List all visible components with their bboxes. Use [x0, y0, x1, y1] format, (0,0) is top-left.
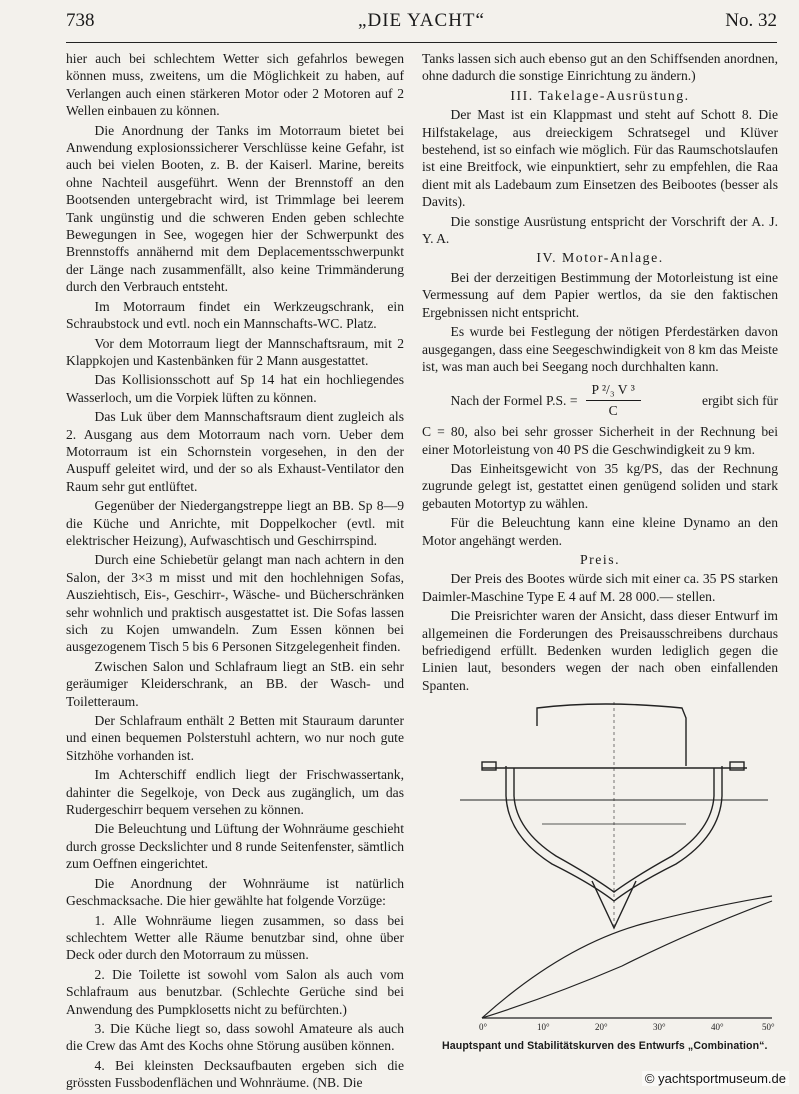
paragraph: hier auch bei schlechtem Wetter sich gefahrlos bewegen können muss, zweitens, um die Möglichkeit zu haben, auf Verlangen auch einen stärkeren Motor oder 2 Motoren auf 2 Wellen einbauen zu können.	[66, 51, 404, 119]
paragraph: Das Kollisionsschott auf Sp 14 hat ein hochliegendes Wasserloch, um die Vorpiek lüften zu können.	[66, 372, 404, 405]
stability-curve-upper	[482, 896, 772, 1018]
stability-tick: 20°	[595, 1022, 608, 1032]
paragraph: Das Einheitsgewicht von 35 kg/PS, das der Rechnung zugrunde gelegt ist, gestattet einen genügend soliden und stark gebauten Motortyp zu wählen.	[422, 460, 778, 511]
section-heading-preis: Preis.	[579, 551, 621, 567]
paragraph: Gegenüber der Niedergangstreppe liegt an BB. Sp 8—9 die Küche und Anrichte, mit Doppelkocher (evtl. mit elektrischer Heizung), Aufwaschtisch und Geschirrspind.	[66, 498, 404, 548]
paragraph: C = 80, also bei sehr grosser Sicherheit in der Rechnung bei einer Motorleistung von 40 PS die Geschwindigkeit zu 9 km.	[422, 424, 778, 457]
paragraph: Für die Beleuchtung kann eine kleine Dynamo an den Motor angehängt werden.	[422, 515, 778, 548]
gunwale-starboard	[730, 762, 744, 770]
paragraph: Das Luk über dem Mannschaftsraum dient zugleich als 2. Ausgang aus dem Motorraum nach vorn. Ueber dem Motorraum ist ein Schornstein vorgesehen, in den der Auspuff geleitet wird, und der so als Exhaust-Ventilator den Raum sehr gut entlüftet.	[66, 409, 404, 494]
stability-tick: 40°	[711, 1022, 724, 1032]
journal-title: „DIE YACHT“	[358, 10, 485, 31]
paragraph: Tanks lassen sich auch ebenso gut an den Schiffsenden anordnen, ohne dadurch die sonstige Einrichtung zu ändern.)	[422, 51, 778, 84]
formula-suffix: ergibt sich für	[701, 392, 778, 408]
stability-tick: 50°	[762, 1022, 775, 1032]
issue-number: No. 32	[725, 10, 777, 31]
paragraph: Im Achterschiff endlich liegt der Frischwassertank, dahinter die Segelkoje, von Deck aus zugänglich, um das Rudergeschirr bequem versehen zu können.	[66, 767, 404, 818]
paragraph: Durch eine Schiebetür gelangt man nach achtern in den Salon, der 3×3 m misst und mit den hochlehnigen Sofas, Ausziehtisch, Eis-, Geschirr-, Wäsche- und Bücherschränken sehr wohnlich und praktisch ausgestattet ist. Die Sofas lassen sich zu Kojen umwandeln. Zum Essen können bei ausgezogenem Tisch 5 bis 6 Personen Sitzgelegenheit finden.	[66, 552, 404, 655]
paragraph: Im Motorraum findet ein Werkzeugschrank, ein Schraubstock und evtl. noch ein Mannschafts-WC. Platz.	[66, 298, 404, 332]
section-heading-takelage: III. Takelage-Ausrüstung.	[510, 87, 690, 103]
paragraph: Zwischen Salon und Schlafraum liegt an StB. ein sehr geräumiger Kleiderschrank, an BB. der Wasch- und Toiletteraum.	[66, 658, 404, 709]
right-column	[422, 50, 778, 696]
section-heading-motor: IV. Motor-Anlage.	[536, 250, 664, 266]
gunwale-port	[482, 762, 496, 770]
formula-prefix: Nach der Formel P.S. =	[450, 392, 578, 408]
figure-caption: Hauptspant und Stabilitätskurven des Entwurfs „Combination“.	[442, 1040, 768, 1052]
stability-tick: 0°	[479, 1022, 488, 1032]
hull-section-figure	[442, 696, 784, 1036]
stability-tick: 10°	[537, 1022, 550, 1032]
stability-tick: 30°	[653, 1022, 666, 1032]
page-number: 738	[66, 10, 95, 31]
paragraph: Die Preisrichter waren der Ansicht, dass dieser Entwurf im allgemeinen die Forderungen des Preisausschreibens durchaus befriedigend erfüllt. Bedenken wurden lediglich gegen die Linien laut, besonders wegen der nach oben einfallenden Spanten.	[422, 608, 778, 693]
paragraph: Vor dem Motorraum liegt der Mannschaftsraum, mit 2 Klappkojen und Kastenbänken für 2 Mann ausgestattet.	[66, 335, 404, 368]
list-item: 3. Die Küche liegt so, dass sowohl Amateure als auch die Crew das Amt des Kochs ohne Störung ausüben können.	[66, 1020, 404, 1054]
paragraph: Die Beleuchtung und Lüftung der Wohnräume geschieht durch grosse Deckslichter und 8 runde Seitenfenster, sämtlich zum Oeffnen eingerichtet.	[66, 821, 404, 872]
paragraph: Es wurde bei Festlegung der nötigen Pferdestärken davon ausgegangen, dass eine Seegeschwindigkeit von 8 km das Meiste ist, was man auch bei Seegang noch durchhalten kann.	[422, 324, 778, 374]
ps-formula	[422, 381, 778, 419]
page-header	[66, 10, 777, 38]
formula-numerator: P ²/₃ V ³	[586, 381, 641, 400]
paragraph: Der Mast ist ein Klappmast und steht auf Schott 8. Die Hilfstakelage, aus dreieckigem Schratsegel und Klüver bestehend, ist so einfach wie möglich. Für das Raumschotslaufen ist eine Breitfock, wie einpunktiert, sehr zu empfehlen, die Raa dient mit als Ladebaum zum Einsetzen des Beibootes (besser als Davits).	[422, 107, 778, 210]
paragraph: Der Preis des Bootes würde sich mit einer ca. 35 PS starken Daimler-Maschine Type E 4 auf M. 28 000.— stellen.	[422, 571, 778, 604]
paragraph: Bei der derzeitigen Bestimmung der Motorleistung ist eine Vermessung auf dem Papier wertlos, da sie den faktischen Ergebnissen nicht entspricht.	[422, 269, 778, 320]
formula-fraction	[586, 381, 641, 419]
list-item: 4. Bei kleinsten Decksaufbauten ergeben sich die grössten Fussbodenflächen und Wohnräume. (NB. Die	[66, 1057, 404, 1091]
paragraph: Die Anordnung der Tanks im Motorraum bietet bei Anwendung explosionssicherer Verschlüsse keine Gefahr, ist auch bei vielen Booten, z. B. der Kaiserl. Marine, bereits ohne Nachteil ausgeführt. Wenn der Brennstoff an den Bootsenden untergebracht wird, ist Trimmlage bei leerem Tank ungünstig und die schweren Enden geben schlechte Bewegungen in See, wogegen hier der Schwerpunkt des Brennstoffs annähernd mit dem Deplacementsschwerpunkt der Länge nach zusammenfällt, also keine Trimmänderung durch den Verbrauch entsteht.	[66, 122, 404, 295]
list-item: 2. Die Toilette ist sowohl vom Salon als auch vom Schlafraum aus benutzbar. (Schlechte Gerüche sind bei Anwendung des Pumpklosetts nicht zu befürchten.)	[66, 966, 404, 1017]
deckhouse-outline	[537, 704, 686, 766]
header-rule	[66, 42, 777, 43]
paragraph: Die sonstige Ausrüstung entspricht der Vorschrift der A. J. Y. A.	[422, 213, 778, 247]
left-column	[66, 50, 404, 1094]
paragraph: Der Schlafraum enthält 2 Betten mit Stauraum darunter und einen bequemen Polsterstuhl achtern, wo nur noch gute Sitzhöhe vorhanden ist.	[66, 713, 404, 763]
stability-curve-lower	[482, 901, 772, 1018]
paragraph: Die Anordnung der Wohnräume ist natürlich Geschmacksache. Die hier gewählte hat folgende Vorzüge:	[66, 875, 404, 909]
watermark: © yachtsportmuseum.de	[642, 1071, 789, 1086]
formula-denominator: C	[608, 402, 618, 418]
list-item: 1. Alle Wohnräume liegen zusammen, so dass bei schlechtem Wetter alle Räume benutzbar sind, ohne über Deck oder durch den Motorraum zu müssen.	[66, 912, 404, 963]
